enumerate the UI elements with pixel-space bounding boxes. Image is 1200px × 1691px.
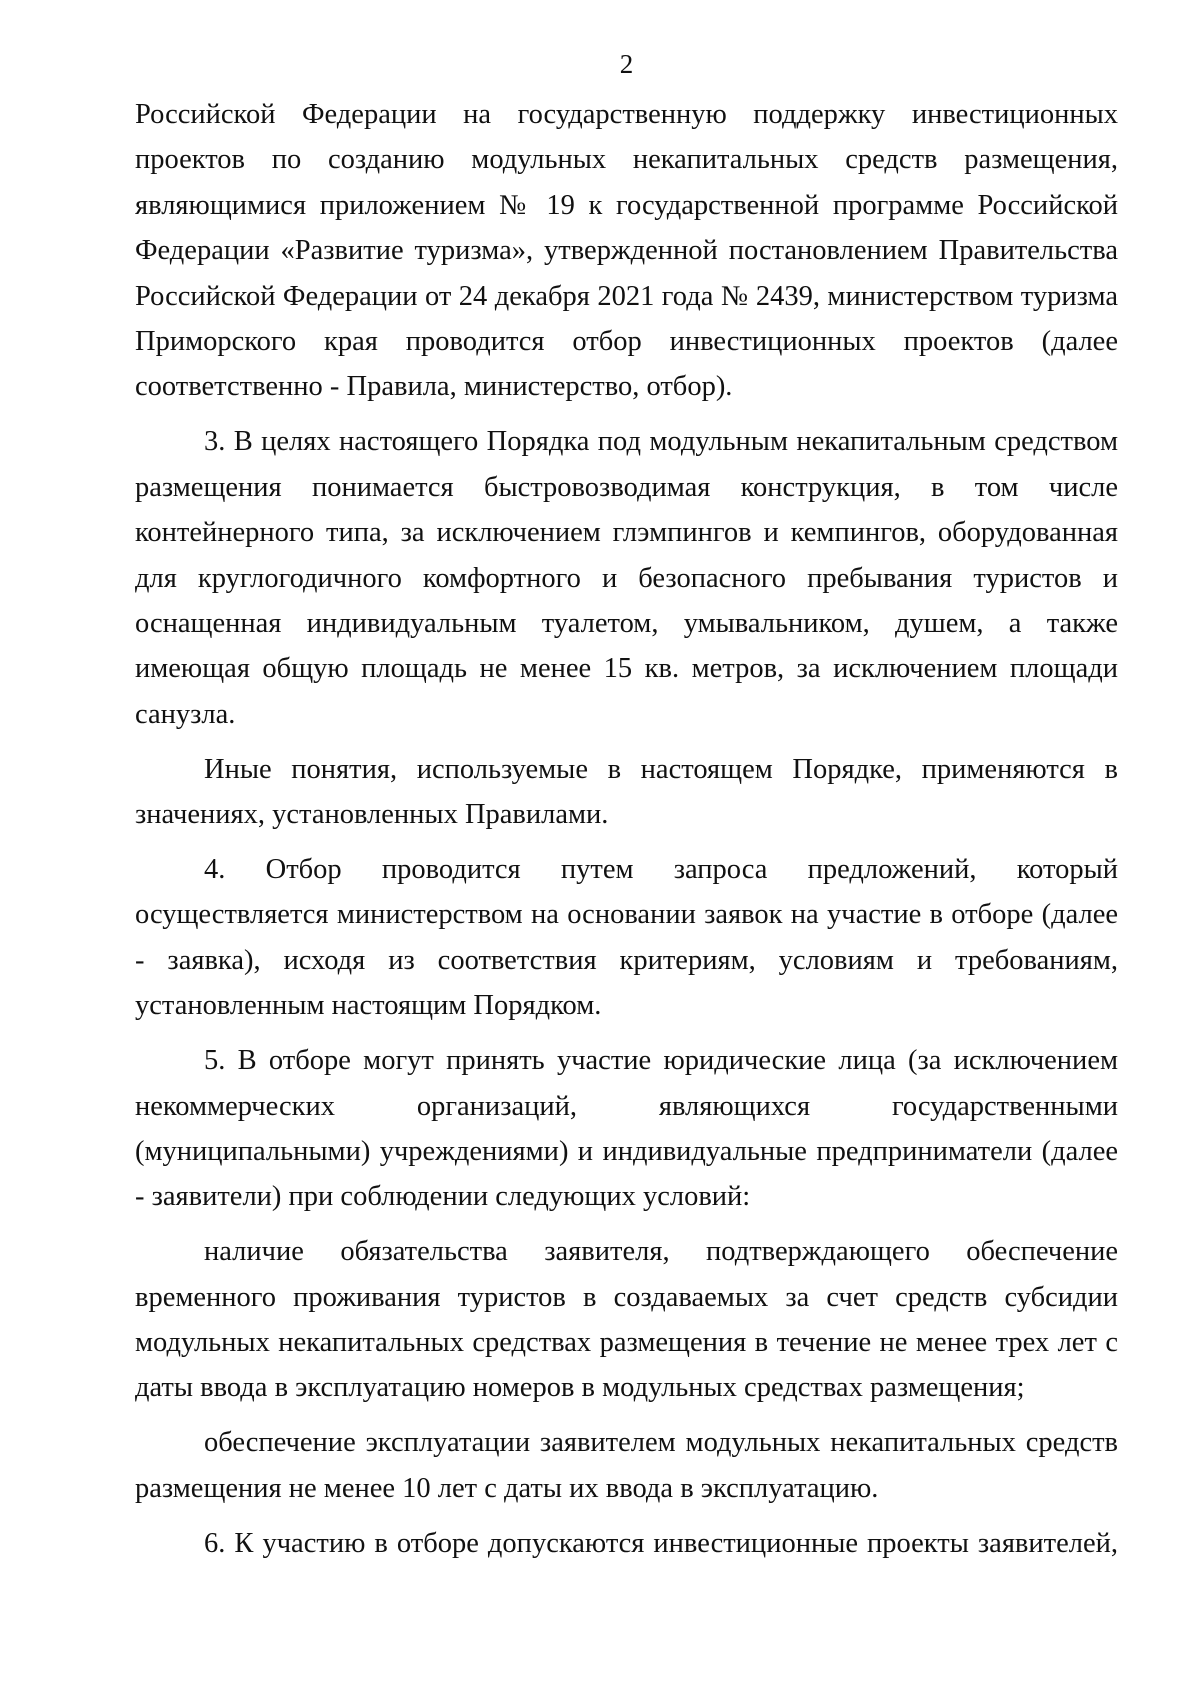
paragraph-5-participants: 5. В отборе могут принять участие юридические лица (за исключением некоммерческих организаций, являющихся государственными (муниципальными) учреждениями) и индивидуальные предприниматели (далее - заявители) при соблюдении следующих условий:	[135, 1045, 1118, 1213]
page-number: 2	[619, 49, 634, 79]
paragraph-rules-continuation: Российской Федерации на государственную поддержку инвестиционных проектов по созданию модульных некапитальных средств размещения, являющимися приложением № 19 к государственной программе Российской Федерации «Развитие туризма», утвержденной постановлением Правительства Российской Федерации от 24 декабря 2021 года № 2439, министерством туризма Приморского края проводится отбор инвестиционных проектов (далее соответственно - Правила, министерство, отбор).	[135, 99, 1118, 403]
paragraph-6-admission: 6. К участию в отборе допускаются инвестиционные проекты заявителей,	[204, 1527, 1118, 1559]
paragraph-4-selection: 4. Отбор проводится путем запроса предложений, который осуществляется министерством на основании заявок на участие в отборе (далее - заявка), исходя из соответствия критериям, условиям и требованиям, установленным настоящим Порядком.	[135, 854, 1118, 1022]
paragraph-condition-accommodation: наличие обязательства заявителя, подтверждающего обеспечение временного проживания туристов в создаваемых за счет средств субсидии модульных некапитальных средствах размещения в течение не менее трех лет с даты ввода в эксплуатацию номеров в модульных средствах размещения;	[135, 1236, 1118, 1404]
document-body	[135, 92, 1118, 1576]
paragraph-other-terms: Иные понятия, используемые в настоящем Порядке, применяются в значениях, установленных Правилами.	[135, 753, 1118, 831]
paragraph-condition-operation: обеспечение эксплуатации заявителем модульных некапитальных средств размещения не менее 10 лет с даты их ввода в эксплуатацию.	[135, 1427, 1118, 1504]
paragraph-3-definition: 3. В целях настоящего Порядка под модульным некапитальным средством размещения понимается быстровозводимая конструкция, в том числе контейнерного типа, за исключением глэмпингов и кемпингов, оборудованная для круглогодичного комфортного и безопасного пребывания туристов и оснащенная индивидуальным туалетом, умывальником, душем, а также имеющая общую площадь не менее 15 кв. метров, за исключением площади санузла.	[135, 426, 1118, 730]
